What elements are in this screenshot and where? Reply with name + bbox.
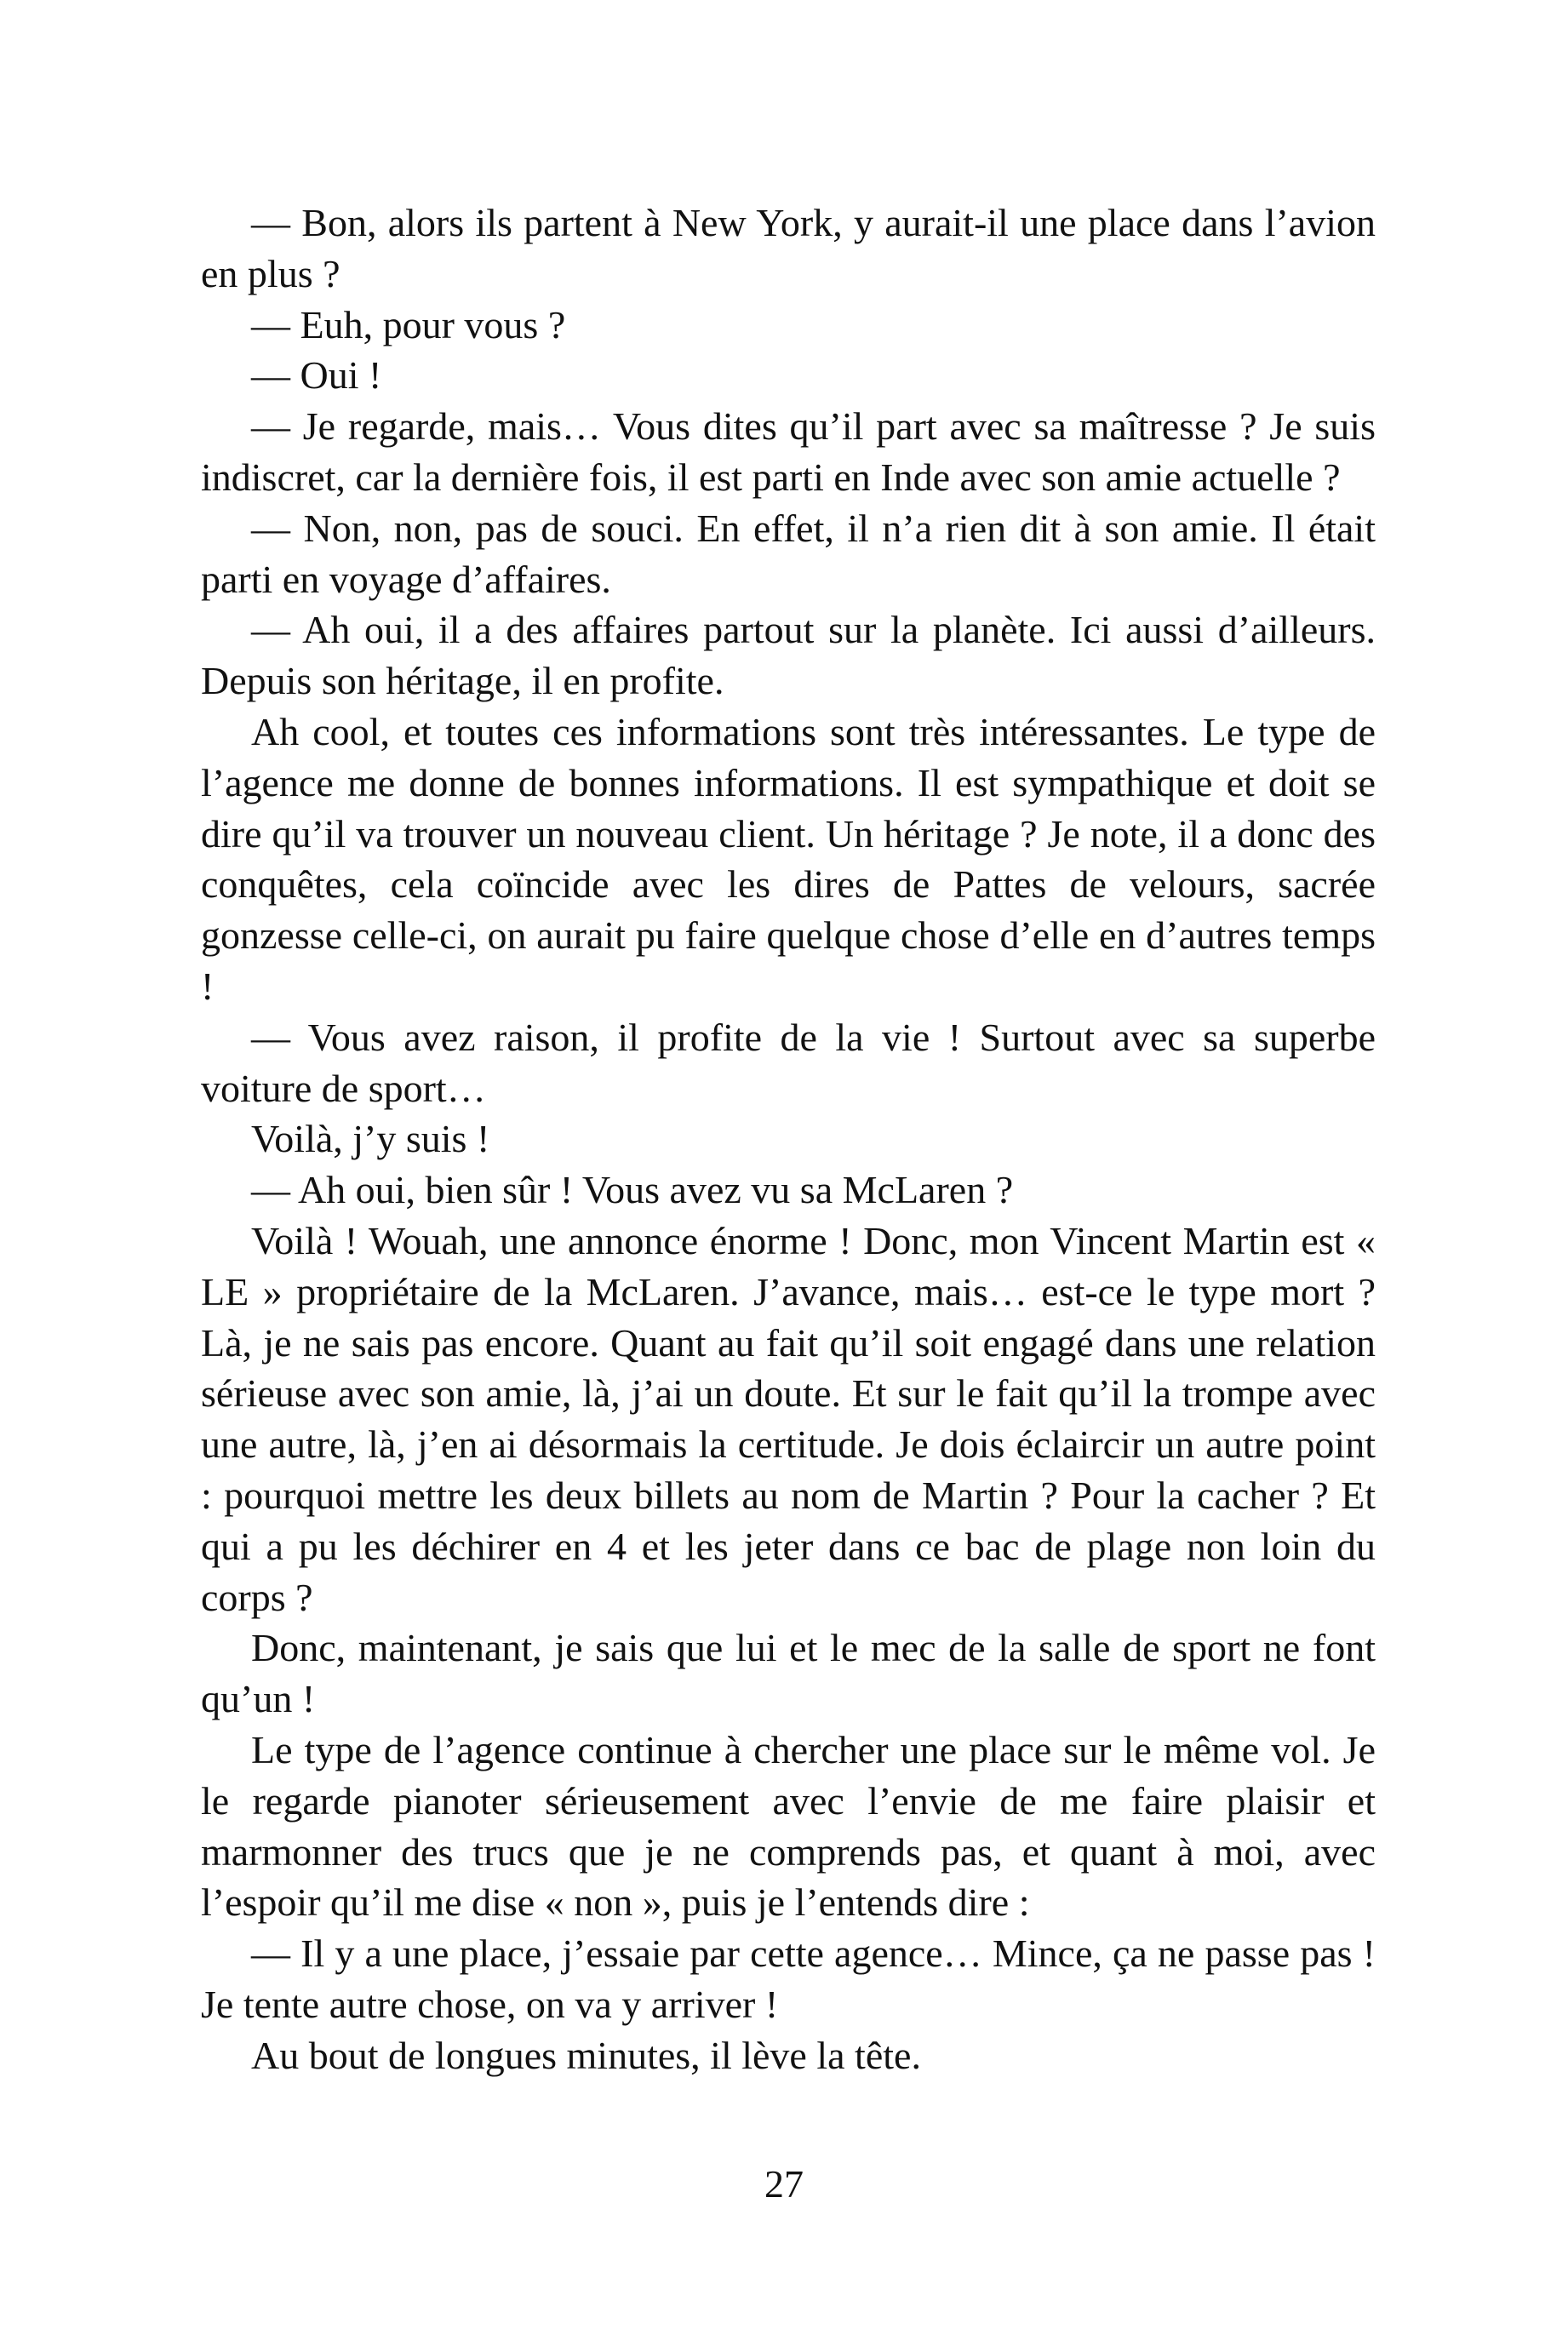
body-text	[201, 197, 1376, 2080]
paragraph: — Euh, pour vous ?	[251, 302, 566, 346]
paragraph: Donc, maintenant, je sais que lui et le mec de la salle de sport ne font qu’un !	[201, 1626, 1376, 1721]
paragraph: Voilà, j’y suis !	[251, 1117, 490, 1161]
paragraph: Au bout de longues minutes, il lève la tête.	[251, 2033, 921, 2077]
paragraph: — Non, non, pas de souci. En effet, il n’a rien dit à son amie. Il était parti en voyage d’affaires.	[201, 506, 1376, 601]
paragraph: Ah cool, et toutes ces informations sont très intéressantes. Le type de l’agence me donne de bonnes informations. Il est sympathique et doit se dire qu’il va trouver un nouveau client. Un héritage ? Je note, il a donc des conquêtes, cela coïncide avec les dires de Pattes de velours, sacrée gonzesse celle-ci, on aurait pu faire quelque chose d’elle en d’autres temps !	[201, 709, 1376, 1008]
paragraph: — Il y a une place, j’essaie par cette agence… Mince, ça ne passe pas ! Je tente autre chose, on va y arriver !	[201, 1931, 1376, 2026]
paragraph: — Ah oui, il a des affaires partout sur la planète. Ici aussi d’ailleurs. Depuis son héritage, il en profite.	[201, 608, 1376, 703]
paragraph: Voilà ! Wouah, une annonce énorme ! Donc, mon Vincent Martin est « LE » propriétaire de la McLaren. J’avance, mais… est-ce le type mort ? Là, je ne sais pas encore. Quant au fait qu’il soit engagé dans une relation sérieuse avec son amie, là, j’ai un doute. Et sur le fait qu’il la trompe avec une autre, là, j’en ai désormais la certitude. Je dois éclaircir un autre point : pourquoi mettre les deux billets au nom de Martin ? Pour la cacher ? Et qui a pu les déchirer en 4 et les jeter dans ce bac de plage non loin du corps ?	[201, 1218, 1376, 1619]
paragraph: — Bon, alors ils partent à New York, y aurait-il une place dans l’avion en plus ?	[201, 201, 1376, 295]
paragraph: — Je regarde, mais… Vous dites qu’il part avec sa maîtresse ? Je suis indiscret, car la dernière fois, il est parti en Inde avec son amie actuelle ?	[201, 404, 1376, 499]
paragraph: Le type de l’agence continue à chercher une place sur le même vol. Je le regarde pianoter sérieusement avec l’envie de me faire plaisir et marmonner des trucs que je ne comprends pas, et quant à moi, avec l’espoir qu’il me dise « non », puis je l’entends dire :	[201, 1727, 1376, 1925]
paragraph: — Vous avez raison, il profite de la vie ! Surtout avec sa superbe voiture de sport…	[201, 1015, 1376, 1110]
page-number: 27	[764, 2162, 804, 2206]
paragraph: — Ah oui, bien sûr ! Vous avez vu sa McLaren ?	[251, 1168, 1014, 1212]
paragraph: — Oui !	[251, 353, 382, 398]
